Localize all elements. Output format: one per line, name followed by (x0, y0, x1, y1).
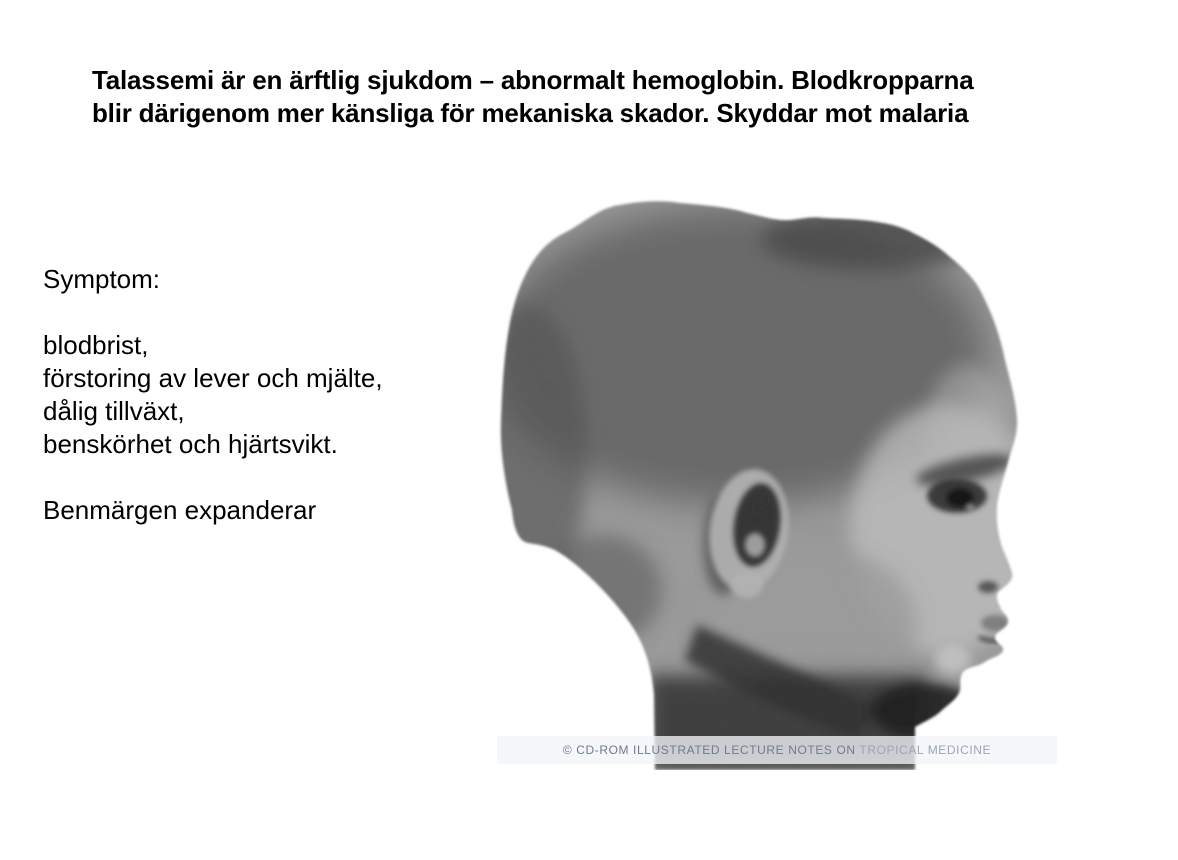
symptom-item: dålig tillväxt, (43, 396, 185, 426)
symptom-footer: Benmärgen expanderar (43, 495, 317, 525)
slide-title (92, 64, 973, 130)
title-line-2: blir därigenom mer känsliga för mekaniska skador. Skyddar mot malaria (92, 98, 969, 128)
child-profile-photo (497, 195, 1057, 770)
photo-caption-band (497, 736, 1057, 764)
photo-caption-text: © CD-ROM ILLUSTRATED LECTURE NOTES ON (562, 743, 860, 757)
symptom-item: blodbrist, (43, 330, 149, 360)
symptom-spacer (43, 296, 383, 329)
symptom-item: benskörhet och hjärtsvikt. (43, 429, 338, 459)
title-line-1: Talassemi är en ärftlig sjukdom – abnormalt hemoglobin. Blodkropparna (92, 65, 974, 95)
symptom-heading: Symptom: (43, 264, 161, 294)
symptom-item: förstoring av lever och mjälte, (43, 363, 383, 393)
child-head-illustration (497, 195, 1057, 770)
symptom-spacer (43, 461, 383, 494)
photo-caption-publisher: TROPICAL MEDICINE (859, 743, 992, 757)
symptom-list (43, 263, 383, 527)
